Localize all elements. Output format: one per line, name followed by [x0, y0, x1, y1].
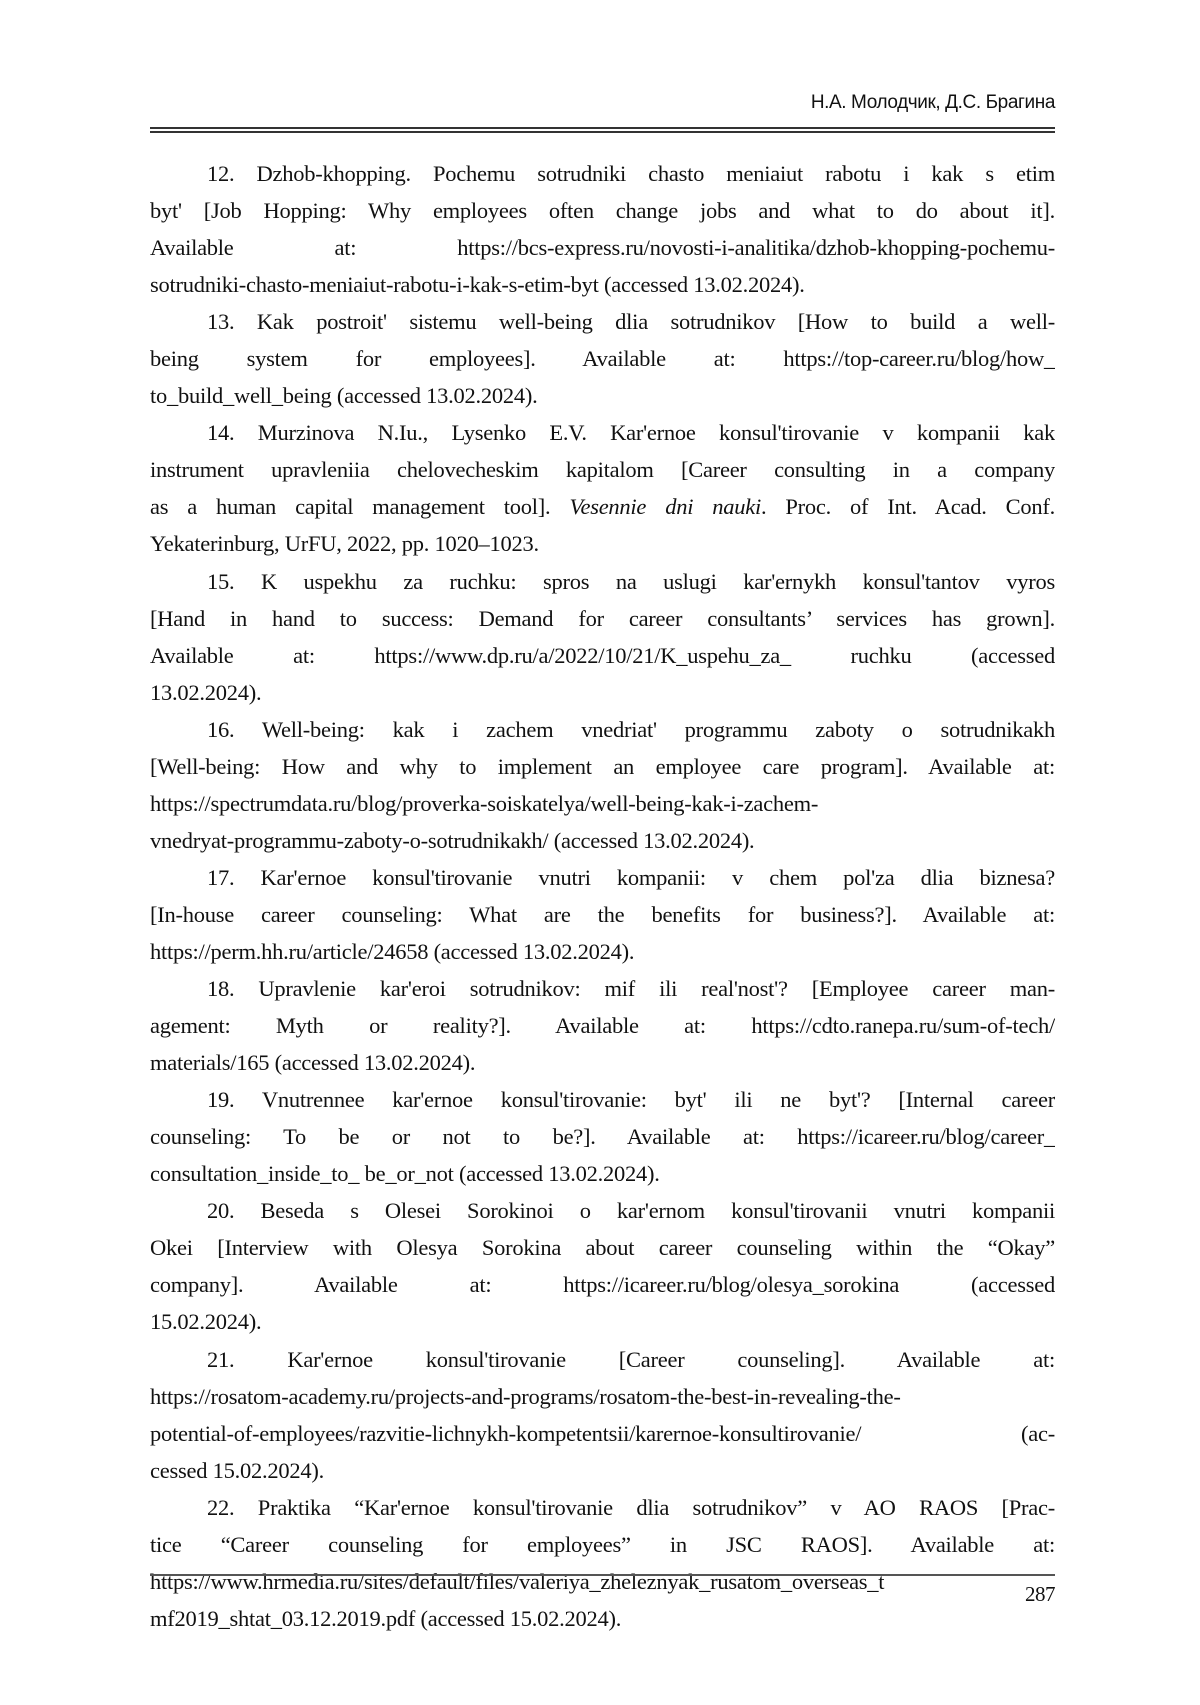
reference-line: 18. Upravlenie kar'eroi sotrudnikov: mif ili real'nost'? [Employee career man-	[207, 976, 1055, 1002]
reference-entry-15	[150, 563, 1055, 711]
reference-line: 14. Murzinova N.Iu., Lysenko E.V. Kar'ernoe konsul'tirovanie v kompanii kak	[207, 420, 1055, 446]
reference-line	[150, 488, 1055, 525]
reference-line: 13.02.2024).	[150, 679, 262, 705]
reference-line: Okei [Interview with Olesya Sorokina about career counseling within the “Okay”	[150, 1235, 1055, 1261]
reference-line: 17. Kar'ernoe konsul'tirovanie vnutri kompanii: v chem pol'za dlia biznesa?	[207, 864, 1055, 890]
reference-entry-20	[150, 1192, 1055, 1340]
reference-line: company]. Available at: https://icareer.ru/blog/olesya_sorokina (accessed	[150, 1272, 1055, 1298]
reference-entry-18	[150, 970, 1055, 1081]
reference-line: 13. Kak postroit' sistemu well-being dlia sotrudnikov [How to build a well-	[207, 309, 1055, 335]
reference-line: https://perm.hh.ru/article/24658 (accessed 13.02.2024).	[150, 938, 635, 964]
reference-line: https://www.hrmedia.ru/sites/default/files/valeriya_zheleznyak_rusatom_overseas_t	[150, 1568, 885, 1594]
reference-line: https://rosatom-academy.ru/projects-and-programs/rosatom-the-best-in-revealing-the-	[150, 1383, 901, 1409]
reference-line: 15.02.2024).	[150, 1309, 262, 1335]
reference-line: being system for employees]. Available at: https://top-career.ru/blog/how_	[150, 346, 1055, 372]
reference-entry-19	[150, 1081, 1055, 1192]
reference-line: 21. Kar'ernoe konsul'tirovanie [Career counseling]. Available at:	[207, 1346, 1055, 1372]
reference-line: mf2019_shtat_03.12.2019.pdf (accessed 15.02.2024).	[150, 1605, 622, 1631]
reference-line: Available at: https://www.dp.ru/a/2022/10/21/K_uspehu_za_ ruchku (accessed	[150, 642, 1055, 668]
reference-line: 22. Praktika “Kar'ernoe konsul'tirovanie dlia sotrudnikov” v AO RAOS [Prac-	[207, 1494, 1055, 1520]
reference-line: potential-of-employees/razvitie-lichnykh-kompetentsii/karernoe-konsultirovanie/ (ac-	[150, 1420, 1055, 1446]
journal-title: Vesennie dni nauki	[569, 494, 761, 520]
reference-line: vnedryat-programmu-zaboty-o-sotrudnikakh/ (accessed 13.02.2024).	[150, 827, 755, 853]
reference-line: materials/165 (accessed 13.02.2024).	[150, 1050, 476, 1076]
reference-text: . Proc. of Int. Acad. Conf.	[760, 494, 1055, 520]
reference-line: instrument upravleniia chelovecheskim kapitalom [Career consulting in a company	[150, 457, 1055, 483]
reference-entry-16	[150, 711, 1055, 859]
reference-line: 15. K uspekhu za ruchku: spros na uslugi kar'ernykh konsul'tantov vyros	[207, 568, 1055, 594]
running-header-authors: Н.А. Молодчик, Д.С. Брагина	[810, 92, 1055, 113]
reference-line: Yekaterinburg, UrFU, 2022, pp. 1020–1023.	[150, 531, 539, 557]
reference-entry-14	[150, 414, 1055, 562]
reference-text: as a human capital management tool].	[150, 494, 570, 520]
reference-line: Available at: https://bcs-express.ru/novosti-i-analitika/dzhob-khopping-pochemu-	[150, 235, 1055, 261]
reference-line: [Hand in hand to success: Demand for career consultants’ services has grown].	[150, 605, 1055, 631]
footer-rule	[150, 1574, 1055, 1576]
reference-line: consultation_inside_to_ be_or_not (accessed 13.02.2024).	[150, 1161, 660, 1187]
reference-line: cessed 15.02.2024).	[150, 1457, 324, 1483]
reference-line: [Well-being: How and why to implement an employee care program]. Available at:	[150, 753, 1055, 779]
reference-line: https://spectrumdata.ru/blog/proverka-soiskatelya/well-being-kak-i-zachem-	[150, 790, 819, 816]
reference-line: [In-house career counseling: What are the benefits for business?]. Available at:	[150, 901, 1055, 927]
reference-line: byt' [Job Hopping: Why employees often change jobs and what to do about it].	[150, 198, 1055, 224]
page-number: 287	[1025, 1582, 1055, 1606]
reference-entry-22	[150, 1489, 1055, 1637]
reference-line: agement: Myth or reality?]. Available at: https://cdto.ranepa.ru/sum-of-tech/	[150, 1013, 1055, 1039]
reference-line: to_build_well_being (accessed 13.02.2024).	[150, 383, 538, 409]
reference-entry-21	[150, 1341, 1055, 1489]
reference-entry-13	[150, 303, 1055, 414]
reference-line: 16. Well-being: kak i zachem vnedriat' programmu zaboty o sotrudnikakh	[207, 716, 1055, 742]
reference-line: sotrudniki-chasto-meniaiut-rabotu-i-kak-s-etim-byt (accessed 13.02.2024).	[150, 272, 805, 298]
header-double-rule	[150, 127, 1055, 133]
reference-line: counseling: To be or not to be?]. Available at: https://icareer.ru/blog/career_	[150, 1124, 1055, 1150]
reference-line: tice “Career counseling for employees” in JSC RAOS]. Available at:	[150, 1531, 1055, 1557]
reference-line: 12. Dzhob-khopping. Pochemu sotrudniki chasto meniaiut rabotu i kak s etim	[207, 161, 1055, 186]
reference-line: 20. Beseda s Olesei Sorokinoi o kar'ernom konsul'tirovanii vnutri kompanii	[207, 1198, 1055, 1224]
reference-line: 19. Vnutrennee kar'ernoe konsul'tirovanie: byt' ili ne byt'? [Internal career	[207, 1087, 1055, 1113]
reference-list	[150, 155, 1055, 1637]
reference-entry-17	[150, 859, 1055, 970]
reference-entry-12	[150, 155, 1055, 303]
